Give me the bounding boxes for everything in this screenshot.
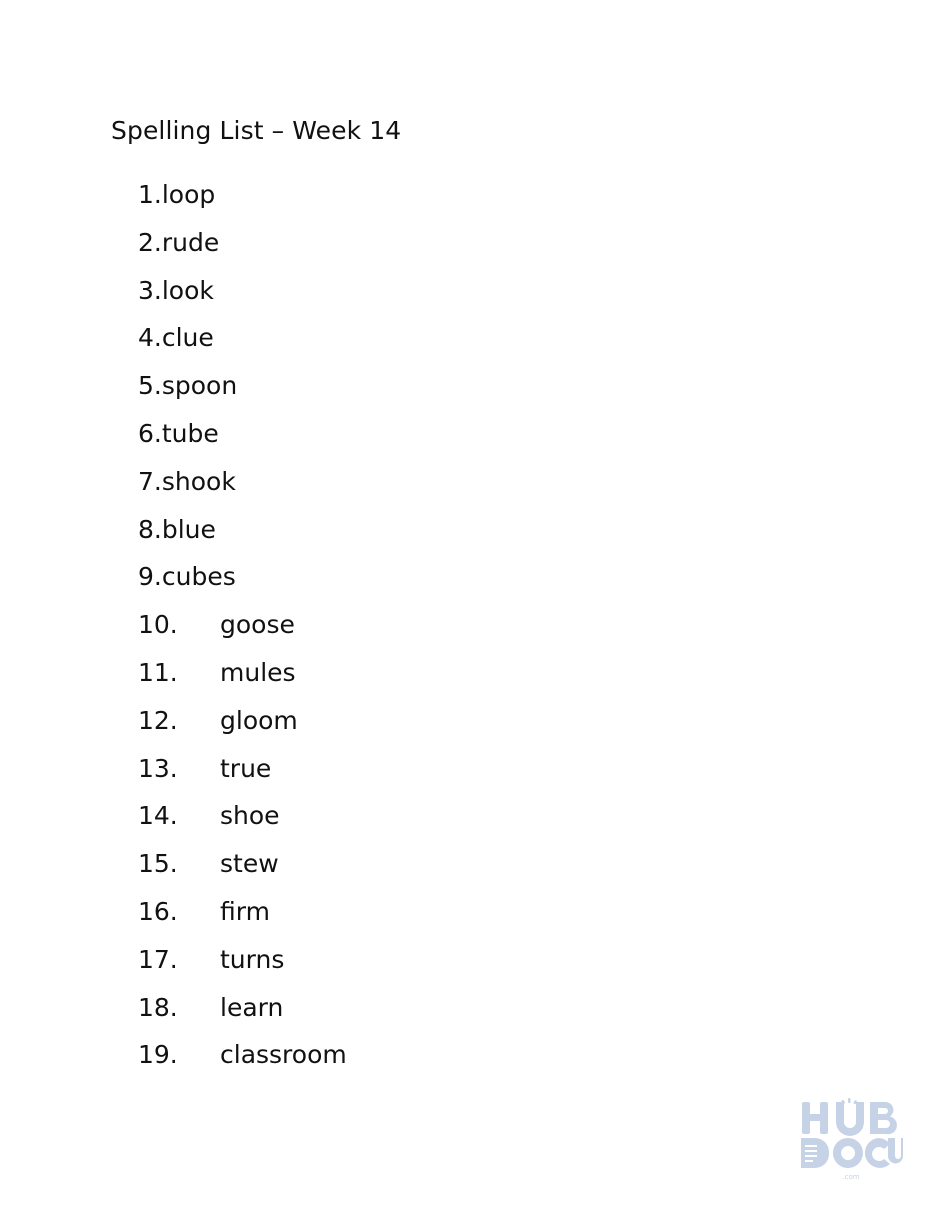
item-word: true <box>220 753 272 783</box>
item-word: firm <box>220 896 270 926</box>
item-word: loop <box>161 180 216 209</box>
item-word: spoon <box>161 371 238 401</box>
item-word: rude <box>161 227 220 257</box>
item-number: 16. <box>138 896 178 926</box>
list-item <box>138 1036 347 1084</box>
item-number: 3. <box>138 275 162 305</box>
list-item <box>138 415 347 463</box>
item-word: classroom <box>220 1040 347 1070</box>
item-number: 17. <box>138 944 178 974</box>
item-number: 14. <box>138 801 178 831</box>
item-number: 13. <box>138 753 178 783</box>
list-item <box>138 367 347 415</box>
list-item <box>138 319 347 367</box>
item-number: 18. <box>138 992 178 1022</box>
item-word: gloom <box>220 705 298 735</box>
spelling-list <box>138 176 347 1084</box>
list-item <box>138 941 347 989</box>
list-item <box>138 989 347 1037</box>
item-number: 1. <box>138 180 162 209</box>
list-item <box>138 702 347 750</box>
item-word: goose <box>220 610 295 640</box>
page-title: Spelling List – Week 14 <box>111 116 402 145</box>
item-number: 10. <box>138 610 178 640</box>
list-item <box>138 272 347 320</box>
item-number: 4. <box>138 323 162 353</box>
item-word: clue <box>161 323 214 353</box>
list-item <box>138 511 347 559</box>
list-item <box>138 845 347 893</box>
item-word: blue <box>161 514 216 544</box>
item-number: 12. <box>138 705 178 735</box>
item-number: 11. <box>138 657 178 687</box>
list-item <box>138 893 347 941</box>
item-number: 7. <box>138 466 162 496</box>
list-item <box>138 463 347 511</box>
item-word: turns <box>220 944 285 974</box>
item-word: look <box>161 275 214 305</box>
list-item <box>138 558 347 606</box>
item-word: shook <box>161 466 236 496</box>
item-word: stew <box>220 849 279 879</box>
item-word: mules <box>220 657 296 687</box>
item-number: 9. <box>138 562 162 592</box>
list-item <box>138 176 347 224</box>
item-number: 19. <box>138 1040 178 1070</box>
item-word: cubes <box>161 562 236 592</box>
item-number: 6. <box>138 418 162 448</box>
item-number: 8. <box>138 514 162 544</box>
list-item <box>138 654 347 702</box>
hubdocu-logo-watermark <box>798 1098 904 1182</box>
item-number: 15. <box>138 849 178 879</box>
item-number: 2. <box>138 227 162 257</box>
list-item <box>138 797 347 845</box>
list-item <box>138 606 347 654</box>
list-item <box>138 750 347 798</box>
item-word: shoe <box>220 801 280 831</box>
item-word: learn <box>220 992 284 1022</box>
watermark-suffix: .com <box>842 1173 860 1181</box>
list-item <box>138 224 347 272</box>
item-number: 5. <box>138 371 162 401</box>
item-word: tube <box>161 418 219 448</box>
